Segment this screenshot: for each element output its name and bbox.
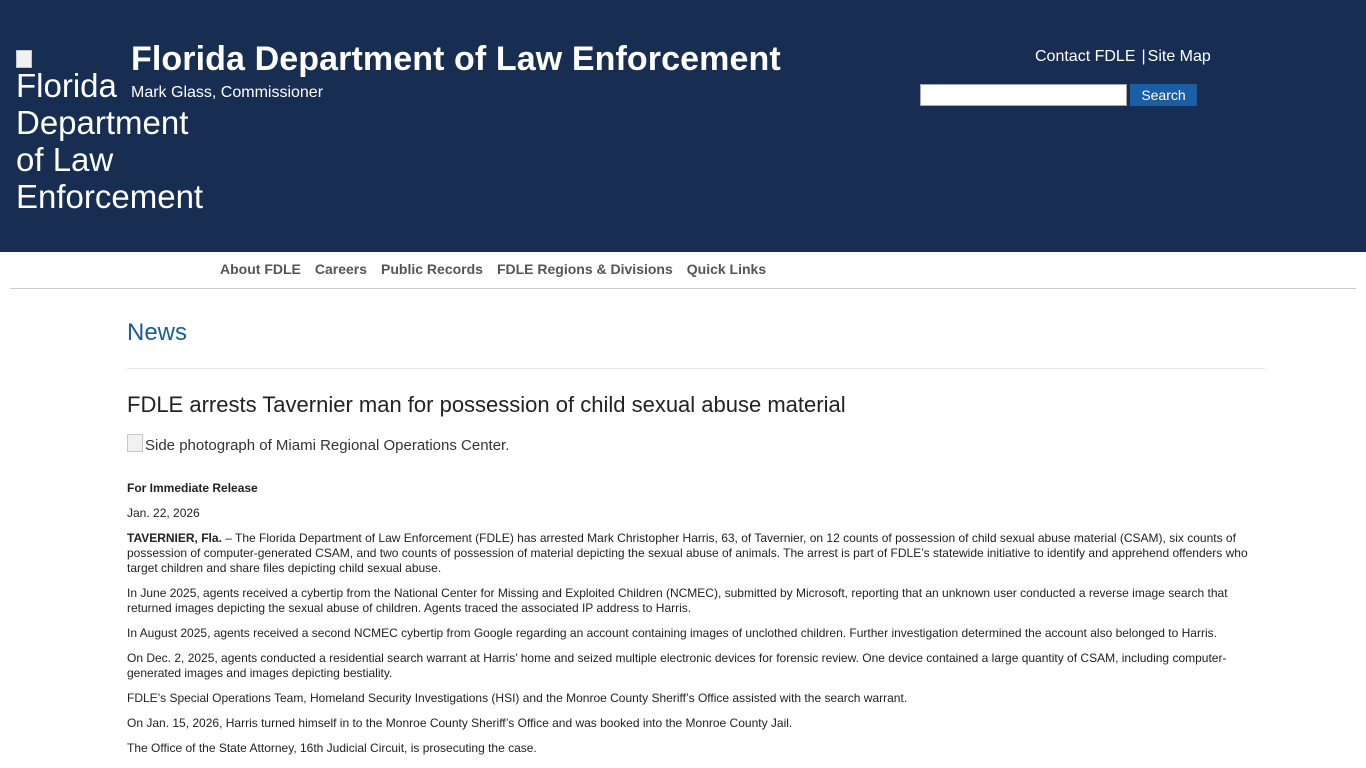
release-label: For Immediate Release	[127, 481, 258, 495]
agency-logo[interactable]	[16, 30, 204, 235]
article-paragraph	[127, 531, 1262, 576]
nav-item-about[interactable]: About FDLE	[220, 261, 301, 277]
contact-link[interactable]: Contact FDLE	[1035, 48, 1136, 65]
nav-item-quick-links[interactable]: Quick Links	[686, 261, 767, 277]
nav-item-regions-divisions[interactable]: FDLE Regions & Divisions	[496, 261, 673, 277]
agency-name[interactable]: Florida Department of Law Enforcement	[131, 40, 781, 78]
article-body	[127, 481, 1262, 766]
utility-links	[1035, 48, 1211, 66]
broken-image-icon	[127, 434, 143, 452]
article-paragraph: The Office of the State Attorney, 16th Judicial Circuit, is prosecuting the case.	[127, 741, 537, 755]
broken-image-icon	[16, 50, 32, 68]
logo-alt-text: Florida Department of Law Enforcement	[16, 67, 204, 215]
photo-alt-text: Side photograph of Miami Regional Operations Center.	[145, 437, 510, 454]
section-title: News	[127, 319, 188, 346]
article-headline: FDLE arrests Tavernier man for possession of child sexual abuse material	[127, 392, 846, 417]
search-input[interactable]	[920, 84, 1127, 106]
link-separator: |	[1141, 48, 1146, 65]
nav-item-public-records[interactable]: Public Records	[381, 261, 483, 277]
nav-divider	[10, 288, 1356, 289]
release-date: Jan. 22, 2026	[127, 506, 200, 520]
nav-item-careers[interactable]: Careers	[314, 261, 368, 277]
paragraph-text: – The Florida Department of Law Enforcement (FDLE) has arrested Mark Christopher Harris, 63, of Tavernier, on 12 counts of possession of child sexual abuse material (CSAM), six counts of possession of computer-generated CSAM, and two counts of possession of material depicting the sexual abuse of animals. The arrest is part of FDLE’s statewide initiative to identify and apprehend offenders who target children and share files depicting child sexual abuse.	[127, 531, 1248, 575]
article-paragraph: On Dec. 2, 2025, agents conducted a residential search warrant at Harris’ home and seized multiple electronic devices for forensic review. One device contained a large quantity of CSAM, including computer-generated images and images depicting bestiality.	[127, 651, 1227, 680]
article-paragraph: In August 2025, agents received a second NCMEC cybertip from Google regarding an account containing images of unclothed children. Further investigation determined the account also belonged to Harris.	[127, 626, 1217, 640]
article-paragraph: In June 2025, agents received a cybertip from the National Center for Missing and Exploited Children (NCMEC), submitted by Microsoft, reporting that an unknown user conducted a reverse image search that returned images depicting the sexual abuse of children. Agents traced the associated IP address to Harris.	[127, 586, 1228, 615]
dateline: TAVERNIER, Fla.	[127, 531, 222, 545]
commissioner-name: Mark Glass, Commissioner	[131, 84, 324, 101]
search-button[interactable]: Search	[1130, 84, 1197, 106]
site-header	[0, 0, 1366, 252]
article-paragraph: FDLE’s Special Operations Team, Homeland Security Investigations (HSI) and the Monroe County Sheriff’s Office assisted with the search warrant.	[127, 691, 908, 705]
article-paragraph: On Jan. 15, 2026, Harris turned himself in to the Monroe County Sheriff’s Office and was booked into the Monroe County Jail.	[127, 716, 793, 730]
sitemap-link[interactable]: Site Map	[1147, 48, 1211, 65]
main-nav	[0, 252, 1366, 289]
article-photo	[127, 434, 509, 454]
section-divider	[127, 368, 1265, 369]
